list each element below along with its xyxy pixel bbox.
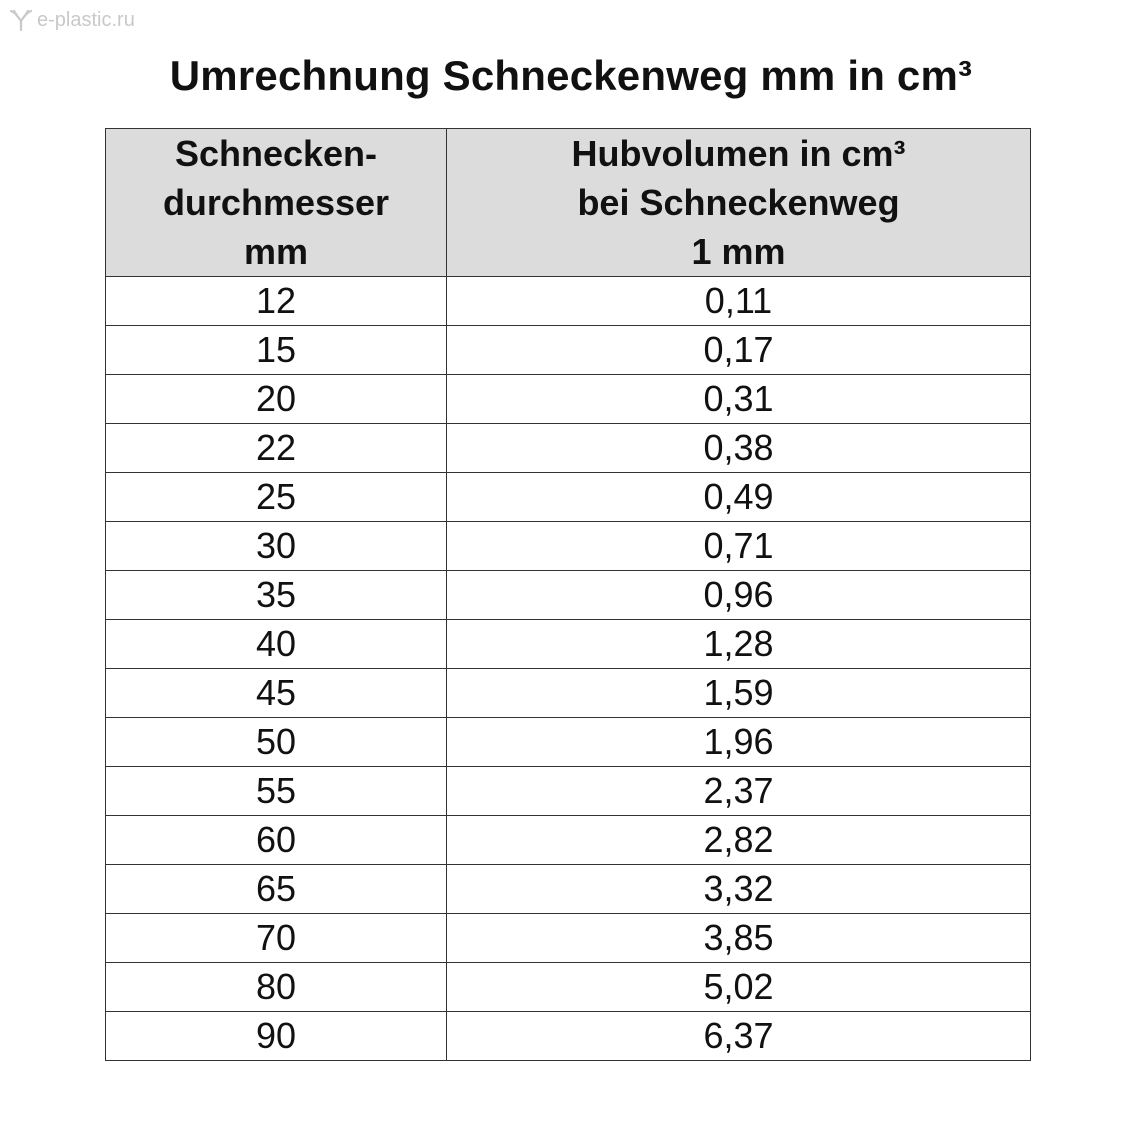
volume-cell: 3,85: [447, 914, 1031, 963]
table-row: [106, 718, 1031, 767]
volume-cell: 0,38: [447, 424, 1031, 473]
diameter-cell: 90: [106, 1012, 447, 1061]
table-row: [106, 424, 1031, 473]
diameter-cell: 35: [106, 571, 447, 620]
table-row: [106, 914, 1031, 963]
header-line: Schnecken-: [174, 133, 378, 174]
header-diameter: [106, 129, 447, 277]
diameter-cell: 70: [106, 914, 447, 963]
diameter-cell: 12: [106, 277, 447, 326]
diameter-cell: 50: [106, 718, 447, 767]
diameter-cell: 60: [106, 816, 447, 865]
table-row: [106, 620, 1031, 669]
table-row: [106, 865, 1031, 914]
plastic-logo-icon: [8, 8, 34, 32]
watermark: [8, 8, 135, 32]
diameter-cell: 80: [106, 963, 447, 1012]
diameter-cell: 25: [106, 473, 447, 522]
volume-cell: 0,96: [447, 571, 1031, 620]
diameter-cell: 30: [106, 522, 447, 571]
diameter-cell: 22: [106, 424, 447, 473]
header-line: Hubvolumen in cm³: [571, 133, 906, 174]
table-row: [106, 375, 1031, 424]
volume-cell: 0,17: [447, 326, 1031, 375]
table-row: [106, 473, 1031, 522]
table-row: [106, 963, 1031, 1012]
header-line: durchmesser: [162, 182, 390, 223]
volume-cell: 5,02: [447, 963, 1031, 1012]
diameter-cell: 55: [106, 767, 447, 816]
volume-cell: 1,96: [447, 718, 1031, 767]
table-row: [106, 1012, 1031, 1061]
volume-cell: 0,71: [447, 522, 1031, 571]
table-row: [106, 669, 1031, 718]
volume-cell: 0,49: [447, 473, 1031, 522]
table-row: [106, 816, 1031, 865]
table-row: [106, 277, 1031, 326]
diameter-cell: 45: [106, 669, 447, 718]
header-volume: [447, 129, 1031, 277]
volume-cell: 6,37: [447, 1012, 1031, 1061]
header-line: bei Schneckenweg: [577, 182, 900, 223]
diameter-cell: 15: [106, 326, 447, 375]
table-header-row: [106, 129, 1031, 277]
volume-cell: 0,11: [447, 277, 1031, 326]
watermark-text: e-plastic.ru: [37, 8, 135, 31]
diameter-cell: 20: [106, 375, 447, 424]
table-row: [106, 767, 1031, 816]
table-row: [106, 571, 1031, 620]
diameter-cell: 40: [106, 620, 447, 669]
volume-cell: 0,31: [447, 375, 1031, 424]
volume-cell: 2,37: [447, 767, 1031, 816]
table-row: [106, 522, 1031, 571]
header-line: mm: [243, 231, 309, 272]
header-line: 1 mm: [691, 231, 786, 272]
diameter-cell: 65: [106, 865, 447, 914]
volume-cell: 1,59: [447, 669, 1031, 718]
volume-cell: 2,82: [447, 816, 1031, 865]
table-row: [106, 326, 1031, 375]
page-title: Umrechnung Schneckenweg mm in cm³: [169, 52, 973, 99]
volume-cell: 1,28: [447, 620, 1031, 669]
conversion-table: [105, 128, 1031, 1061]
volume-cell: 3,32: [447, 865, 1031, 914]
